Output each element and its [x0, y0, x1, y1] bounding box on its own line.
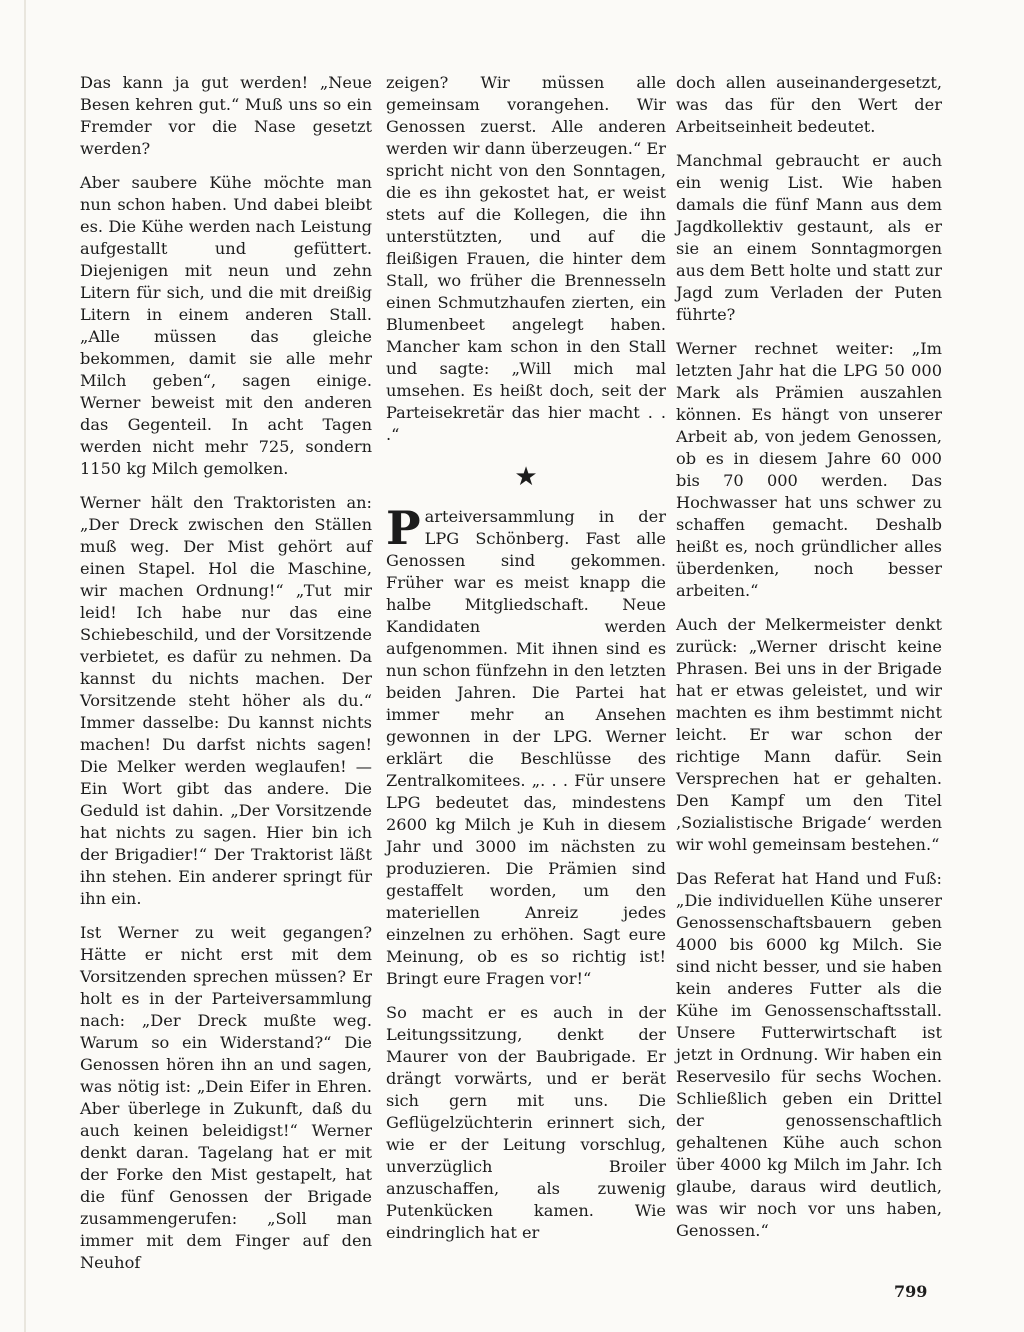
paragraph: Das Referat hat Hand und Fuß: „Die individuellen Kühe unserer Genossenschaftsbauern geben 4000 bis 6000 kg Milch. Sie sind nicht besser, und sie haben kein anderes Futter als die Kühe im Genossenschaftsstall. Unsere Futterwirtschaft ist jetzt in Ordnung. Wir haben ein Reservesilo für sechs Wochen. Schließlich geben ein Drittel der genossenschaftlich gehaltenen Kühe auch schon über 4000 kg Milch im Jahr. Ich glaube, daraus wird deutlich, was wir noch vor uns haben, Genossen.“ — [676, 869, 942, 1240]
paragraph-with-dropcap — [386, 501, 666, 990]
page-number: 799 — [894, 1282, 928, 1301]
scan-edge — [24, 0, 26, 1332]
paragraph: Werner hält den Traktoristen an: „Der Dreck zwischen den Ställen muß weg. Der Mist gehört auf einen Stapel. Hol die Maschine, wir machen Ordnung!“ „Tut mir leid! Ich habe nur das eine Schiebeschild, und der Vorsitzende verbietet, es dafür zu nehmen. Da kannst du nichts machen. Der Vorsitzende steht höher als du.“ Immer dasselbe: Du kannst nichts machen! Du darfst nichts sagen! Die Melker werden weglaufen! — Ein Wort gibt das andere. Die Geduld ist dahin. „Der Vorsitzende hat nichts zu sagen. Hier bin ich der Brigadier!“ Der Traktorist läßt ihn stehen. Ein anderer springt für ihn ein. — [80, 493, 372, 908]
column-3 — [676, 72, 942, 1254]
paragraph: Ist Werner zu weit gegangen? Hätte er nicht erst mit dem Vorsitzenden sprechen müssen? Er holt es in der Parteiversammlung nach: „Der Dreck mußte weg. Warum so ein Widerstand?“ Die Genossen hören ihn an und sagen, was nötig ist: „Dein Eifer in Ehren. Aber überlege in Zukunft, daß du auch keinen beleidigst!“ Werner denkt daran. Tagelang hat er mit der Forke den Mist gestapelt, hat die fünf Genossen der Brigade zusammengerufen: „Soll man immer mit dem Finger auf den Neuhof — [80, 923, 372, 1272]
paragraph: Werner rechnet weiter: „Im letzten Jahr hat die LPG 50 000 Mark als Prämien auszahlen können. Es hängt von unserer Arbeit ab, von jedem Genossen, ob es in diesem Jahre 60 000 bis 70 000 werden. Das Hochwasser hat uns schwer zu schaffen gemacht. Deshalb heißt es, noch gründlicher alles überdenken, noch besser arbeiten.“ — [676, 339, 942, 600]
paragraph: Das kann ja gut werden! „Neue Besen kehren gut.“ Muß uns so ein Fremder vor die Nase gesetzt werden? — [80, 73, 372, 158]
paragraph-text: arteiversammlung in der LPG Schönberg. Fast alle Genossen sind gekommen. Früher war es meist knapp die halbe Mitgliedschaft. Neue Kandidaten werden aufgenommen. Mit ihnen sind es nun schon fünfzehn in den letzten beiden Jahren. Die Partei hat immer mehr an Ansehen gewonnen in der LPG. Werner erklärt die Beschlüsse des Zentralkomitees. „. . . Für unsere LPG bedeutet das, mindestens 2600 kg Milch je Kuh in diesem Jahr und 3000 im nächsten zu produzieren. Die Prämien sind gestaffelt worden, um den materiellen Anreiz jedes einzelnen zu erhöhen. Sagt eure Meinung, ob es so richtig ist! Bringt eure Fragen vor!“ — [386, 507, 666, 988]
dropcap: P — [386, 501, 421, 555]
section-star-icon: ★ — [514, 462, 538, 492]
paragraph: Aber saubere Kühe möchte man nun schon haben. Und dabei bleibt es. Die Kühe werden nach Leistung aufgestallt und gefüttert. Diejenigen mit neun und zehn Litern für sich, und die mit dreißig Litern in einem anderen Stall. „Alle müssen das gleiche bekommen, damit sie alle mehr Milch geben“, sagen einige. Werner beweist mit den anderen das Gegenteil. In acht Tagen werden nicht mehr 725, sondern 1150 kg Milch gemolken. — [80, 173, 372, 478]
column-1 — [80, 72, 372, 1286]
paragraph: Manchmal gebraucht er auch ein wenig List. Wie haben damals die fünf Mann aus dem Jagdkollektiv gestaunt, als er sie an einem Sonntagmorgen aus dem Bett holte und statt zur Jagd zum Verladen der Puten führte? — [676, 151, 942, 324]
column-2 — [386, 72, 666, 1256]
paragraph: zeigen? Wir müssen alle gemeinsam vorangehen. Wir Genossen zuerst. Alle anderen werden wir dann überzeugen.“ Er spricht nicht von den Sonntagen, die es ihn gekostet hat, er weist stets auf die Kollegen, die ihn unterstützten, und auf die fleißigen Frauen, die hinter dem Stall, wo früher die Brennesseln einen Schmutzhaufen zierten, ein Blumenbeet angelegt haben. Mancher kam schon in den Stall und sagte: „Will mich mal umsehen. Es heißt doch, seit der Parteisekretär das hier macht . . .“ — [386, 73, 666, 444]
paragraph: doch allen auseinandergesetzt, was das für den Wert der Arbeitseinheit bedeutet. — [676, 73, 942, 136]
paragraph: So macht er es auch in der Leitungssitzung, denkt der Maurer von der Baubrigade. Er drängt vorwärts, und er berät sich gern mit uns. Die Geflügelzüchterin erinnert sich, wie er der Leitung vorschlug, unverzüglich Broiler anzuschaffen, als zuwenig Putenkücken kamen. Wie eindringlich hat er — [386, 1003, 666, 1242]
paragraph: Auch der Melkermeister denkt zurück: „Werner drischt keine Phrasen. Bei uns in der Brigade hat er etwas geleistet, und wir machten es ihm bestimmt nicht leicht. Er war schon der richtige Mann dafür. Sein Versprechen hat er gehalten. Den Kampf um den Titel ‚Sozialistische Brigade‘ werden wir wohl gemeinsam bestehen.“ — [676, 615, 942, 854]
